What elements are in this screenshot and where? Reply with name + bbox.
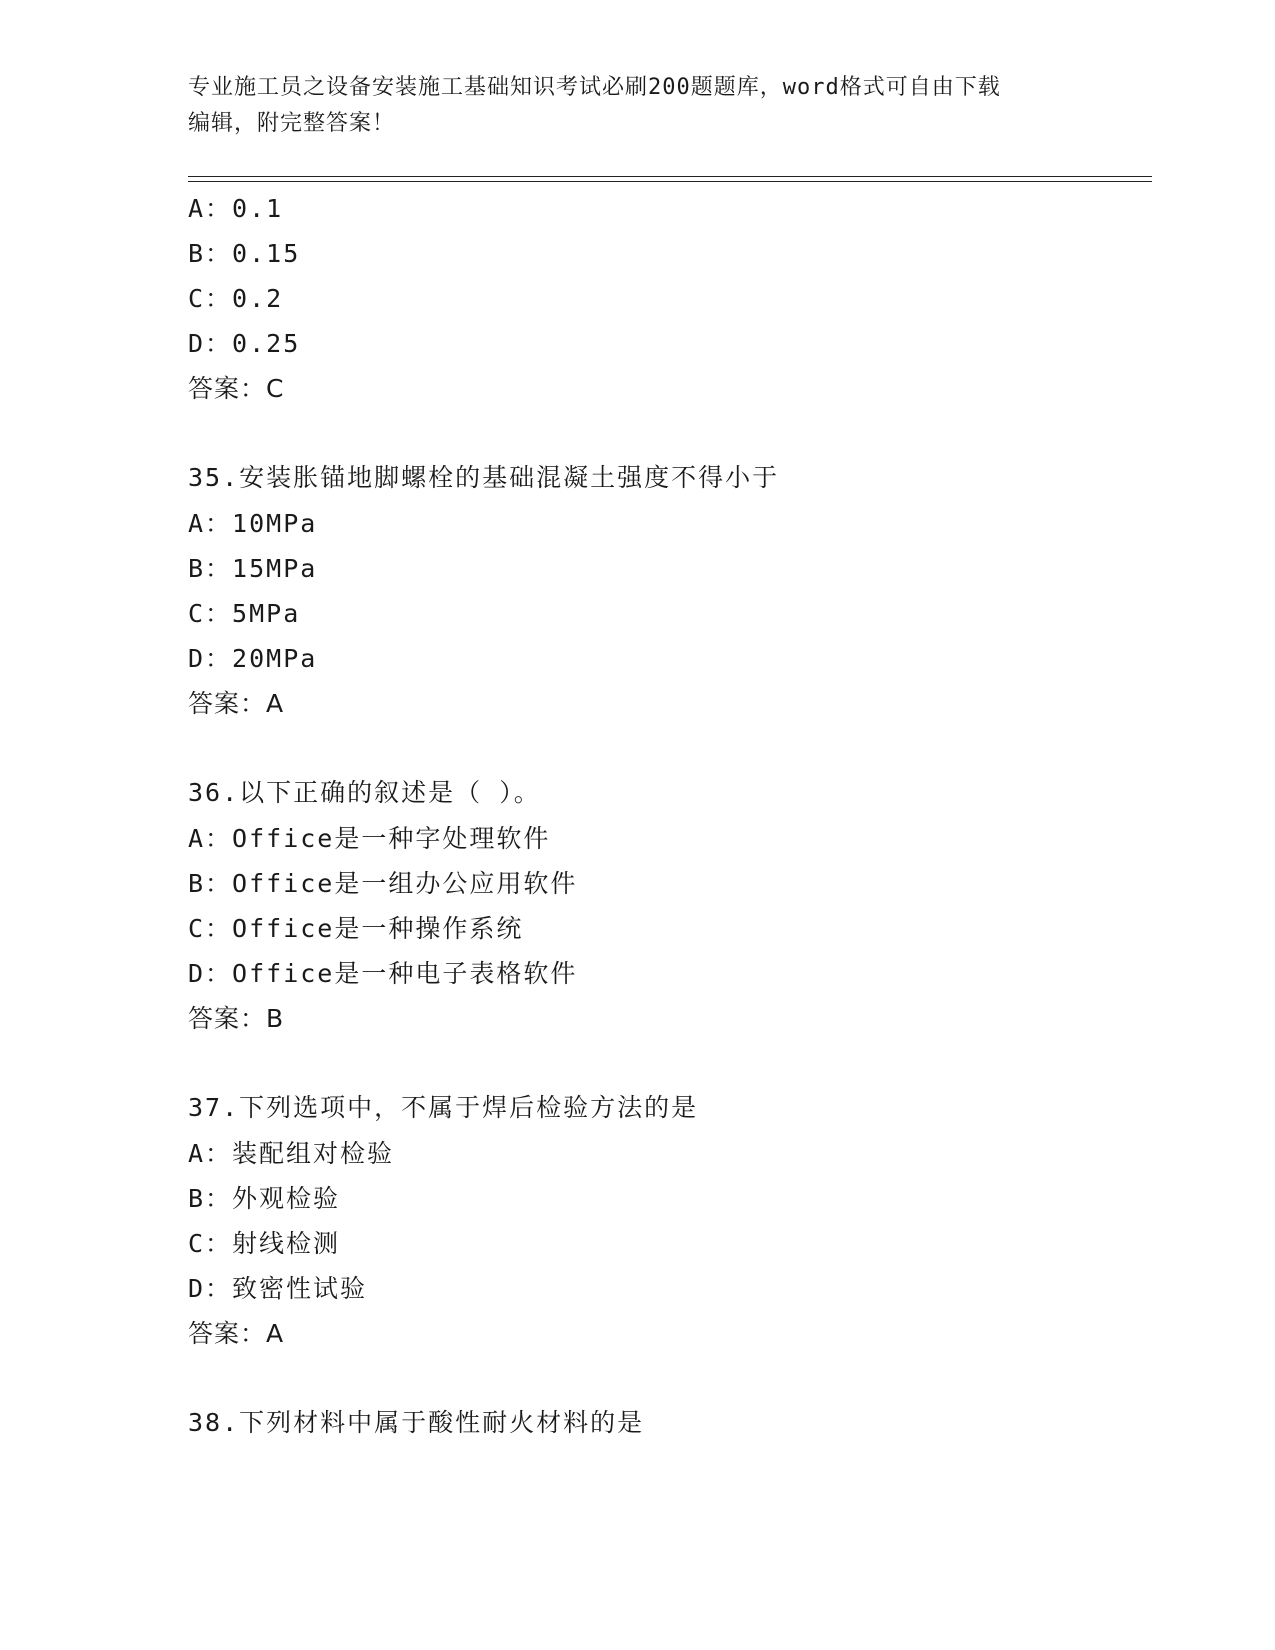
question-36-option-b: B：Office是一组办公应用软件 bbox=[188, 869, 578, 898]
question-36-title: 36.以下正确的叙述是（ ）。 bbox=[188, 778, 541, 807]
question-37-option-b: B：外观检验 bbox=[188, 1184, 341, 1213]
question-36-answer: 答案：B bbox=[188, 1004, 285, 1033]
header-divider-top bbox=[188, 176, 1152, 177]
question-37-title: 37.下列选项中，不属于焊后检验方法的是 bbox=[188, 1093, 699, 1122]
header-title-line-1: 专业施工员之设备安装施工基础知识考试必刷200题题库，word格式可自由下载 bbox=[188, 75, 1001, 100]
question-37-option-c: C：射线检测 bbox=[188, 1229, 341, 1258]
prev-option-d: D：0.25 bbox=[188, 329, 301, 358]
question-35-title: 35.安装胀锚地脚螺栓的基础混凝土强度不得小于 bbox=[188, 463, 780, 492]
question-37-answer: 答案：A bbox=[188, 1319, 285, 1348]
question-35-option-b: B：15MPa bbox=[188, 554, 318, 583]
question-35-answer: 答案：A bbox=[188, 689, 285, 718]
prev-option-b: B：0.15 bbox=[188, 239, 301, 268]
prev-option-c: C：0.2 bbox=[188, 284, 284, 313]
question-36-option-c: C：Office是一种操作系统 bbox=[188, 914, 524, 943]
question-37-option-a: A：装配组对检验 bbox=[188, 1139, 395, 1168]
question-35-option-c: C：5MPa bbox=[188, 599, 301, 628]
header-divider-bottom bbox=[188, 181, 1152, 182]
question-36-option-d: D：Office是一种电子表格软件 bbox=[188, 959, 578, 988]
question-37-option-d: D：致密性试验 bbox=[188, 1274, 368, 1303]
question-36-option-a: A：Office是一种字处理软件 bbox=[188, 824, 551, 853]
document-header bbox=[188, 70, 1088, 142]
prev-answer: 答案：C bbox=[188, 374, 285, 403]
question-35-option-a: A：10MPa bbox=[188, 509, 318, 538]
question-38-title: 38.下列材料中属于酸性耐火材料的是 bbox=[188, 1408, 645, 1437]
question-35-option-d: D：20MPa bbox=[188, 644, 318, 673]
prev-option-a: A：0.1 bbox=[188, 194, 284, 223]
header-title-line-2: 编辑，附完整答案！ bbox=[188, 111, 396, 136]
